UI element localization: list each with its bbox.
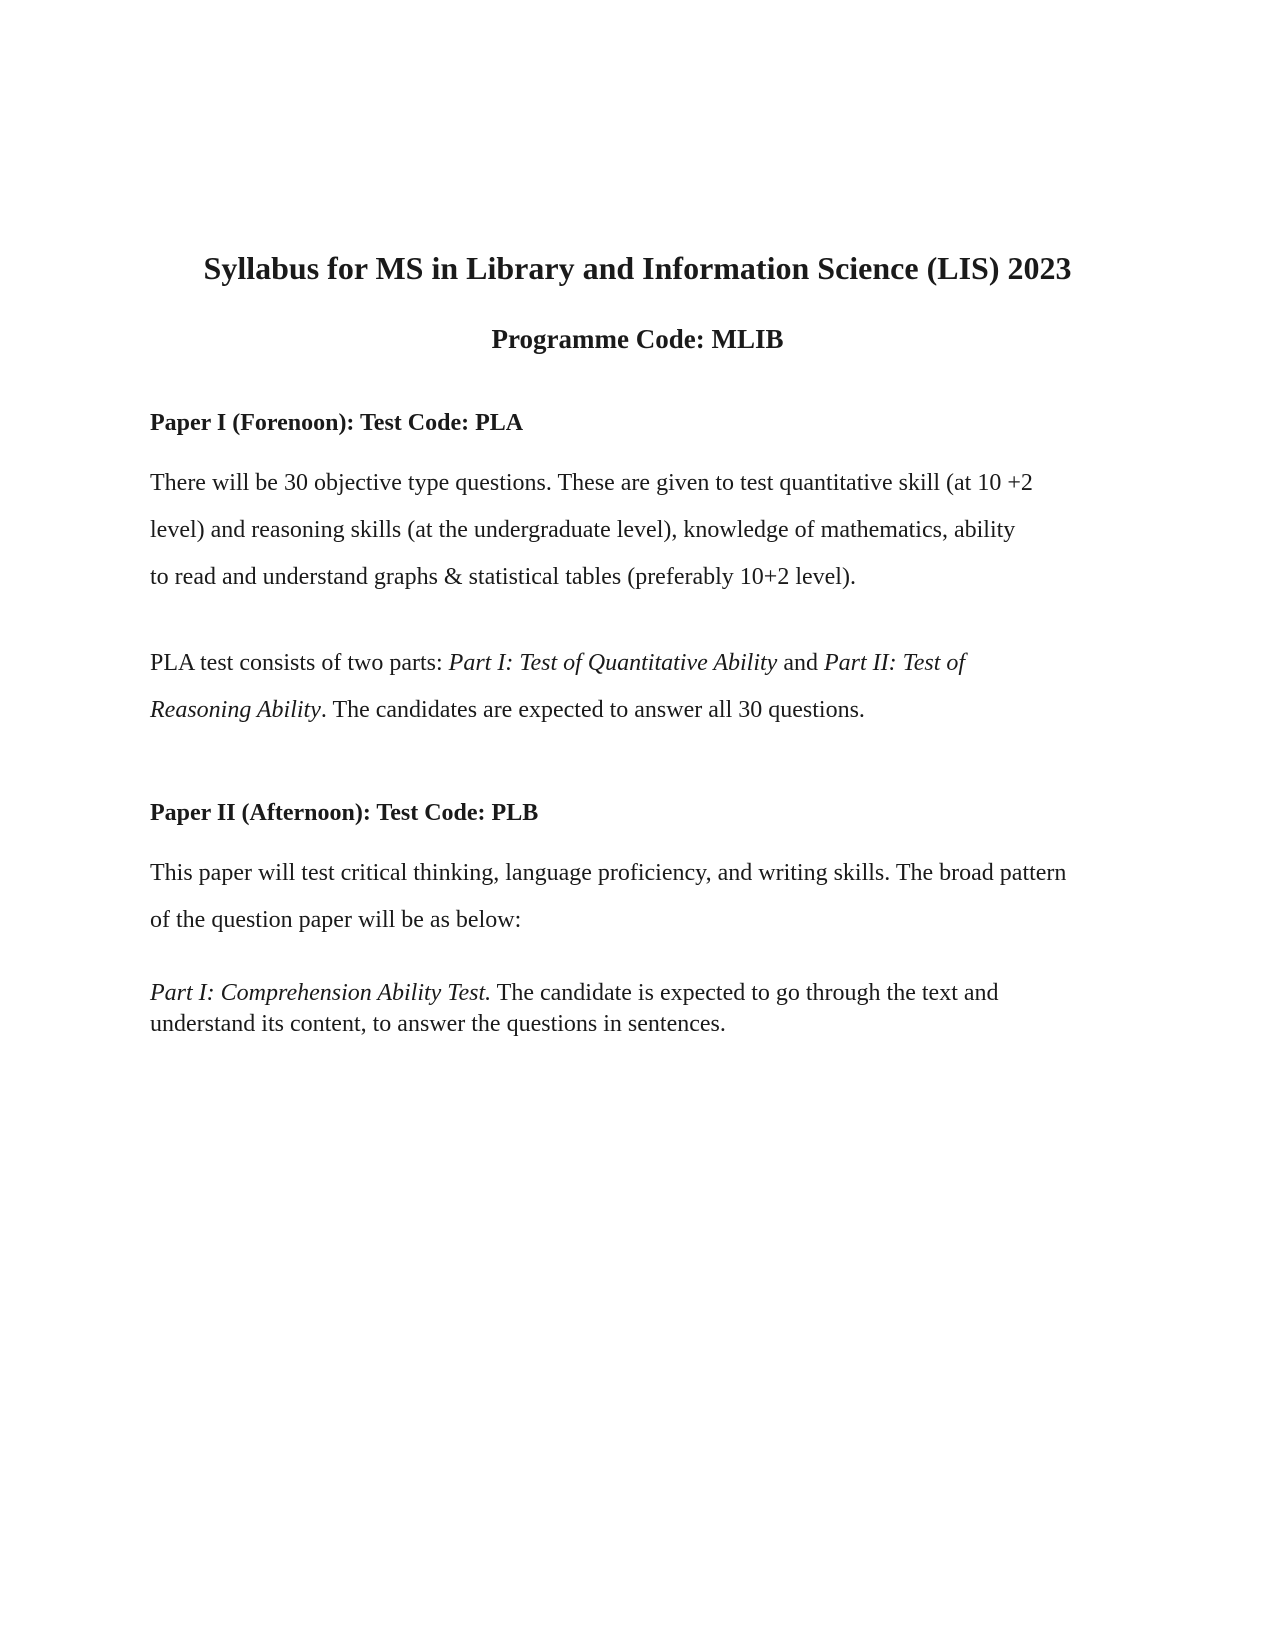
paper2-description-line-2: of the question paper will be as below: xyxy=(150,907,522,933)
parts-prefix: PLA test consists of two parts: xyxy=(150,650,449,676)
paper2-part1-line-2: understand its content, to answer the questions in sentences. xyxy=(150,1011,726,1037)
paper2-description xyxy=(150,850,1160,944)
paper1-heading: Paper I (Forenoon): Test Code: PLA xyxy=(150,410,524,436)
paper2-description-line-1: This paper will test critical thinking, language proficiency, and writing skills. The broad pattern xyxy=(150,860,1067,886)
parts-conjunction: and xyxy=(777,650,824,676)
document-title: Syllabus for MS in Library and Information Science (LIS) 2023 xyxy=(203,250,1072,286)
paper1-parts-line-1 xyxy=(150,640,1160,687)
parts-suffix: . The candidates are expected to answer all 30 questions. xyxy=(320,697,865,723)
paper1-parts-description xyxy=(150,640,1160,734)
paper1-parts-line-2 xyxy=(150,687,1160,734)
paper2-part1-line-1 xyxy=(150,978,1160,1009)
part1-title: Part I: Test of Quantitative Ability xyxy=(448,650,778,676)
paper1-description-line-1: There will be 30 objective type questions. These are given to test quantitative skill (at 10 +2 xyxy=(150,470,1033,496)
paper2-heading: Paper II (Afternoon): Test Code: PLB xyxy=(150,800,539,826)
comprehension-text-1: The candidate is expected to go through the text and xyxy=(491,980,999,1006)
paper1-description xyxy=(150,460,1160,601)
paper1-description-line-2: level) and reasoning skills (at the undergraduate level), knowledge of mathematics, ability xyxy=(150,517,1016,543)
programme-code: Programme Code: MLIB xyxy=(491,324,784,354)
paper1-description-line-3: to read and understand graphs & statistical tables (preferably 10+2 level). xyxy=(150,564,856,590)
comprehension-test-title: Part I: Comprehension Ability Test. xyxy=(150,980,492,1006)
part2-title-start: Part II: Test of xyxy=(823,650,966,676)
part2-title-end: Reasoning Ability xyxy=(150,697,321,723)
paper2-part1-description xyxy=(150,978,1160,1040)
